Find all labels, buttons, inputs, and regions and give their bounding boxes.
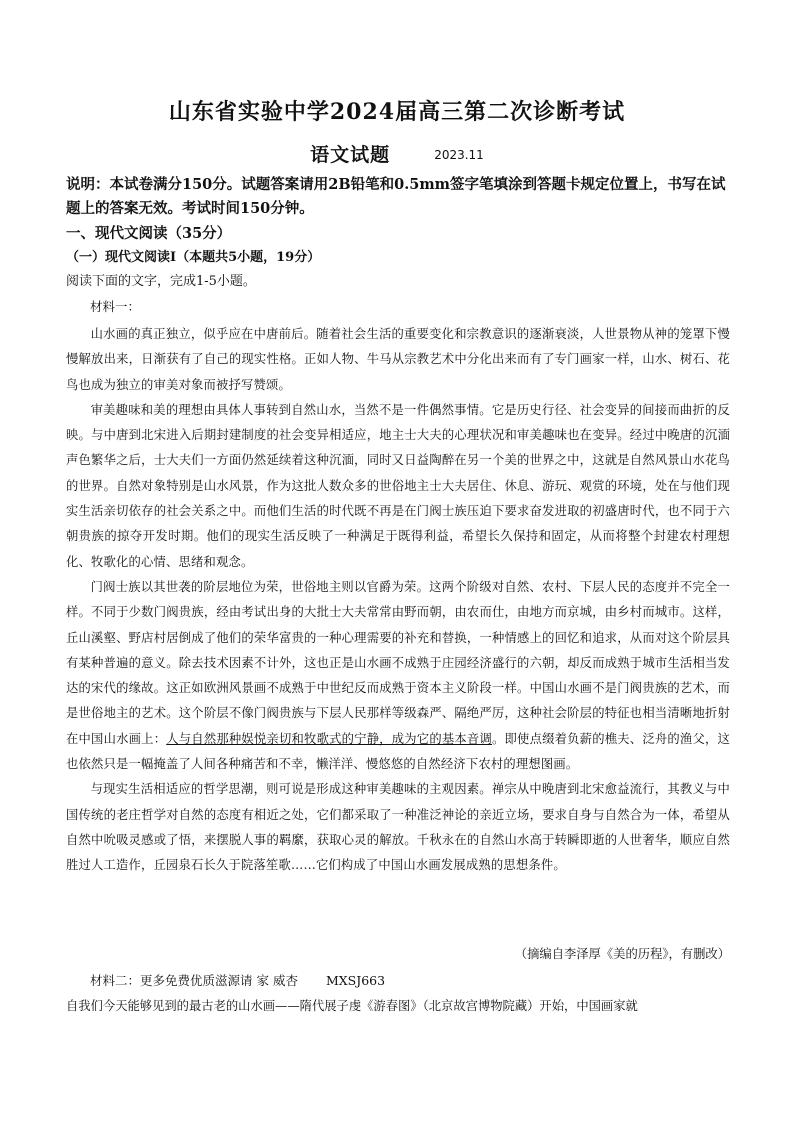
paragraph: 山水画的真正独立，似乎应在中唐前后。随着社会生活的重要变化和宗教意识的逐渐衰淡，人世景物从神的笼罩下慢慢解放出来，日渐获有了自己的现实性格。正如人物、牛马从宗教艺术中分化出来而有了专门画家一样，山水、树石、花鸟也成为独立的审美对象而被抒写赞颂。 xyxy=(66,327,730,392)
exam-date: 2023.11 xyxy=(434,148,484,162)
material-one-label: 材料一： xyxy=(90,299,141,314)
paragraph-text: 。即使点缀着负薪的樵夫、泛舟的渔父，这也依然只是一幅掩盖了人间各种痛苦和不幸，懒洋洋、慢悠悠的自然经济下农村的理想图画。 xyxy=(66,731,730,772)
subtitle-row xyxy=(0,140,794,167)
section-heading: 一、现代文阅读（35分） xyxy=(66,225,232,242)
exam-instructions: 说明：本试卷满分150分。试题答案请用2B铅笔和0.5mm签字笔填涂到答题卡规定位置上，书写在试题上的答案无效。考试时间150分钟。 xyxy=(66,176,726,217)
material-two-label xyxy=(90,971,385,991)
underlined-sentence: 人与自然那种娱悦亲切和牧歌式的宁静，成为它的基本音调 xyxy=(166,731,492,746)
subsection-heading: （一）现代文阅读Ⅰ（本题共5小题，19分） xyxy=(66,250,321,265)
paragraph xyxy=(66,575,730,777)
material-two-text: 材料二：更多免费优质滋源请 家 威杏 xyxy=(90,973,298,988)
paragraph: 与现实生活相适应的哲学思潮，则可说是形成这种审美趣味的主观因素。禅宗从中晚唐到北宋愈益流行，其教义与中国传统的老庄哲学对自然的态度有相近之处，它们都采取了一种准泛神论的亲近立场，要求自身与自然合为一体，希望从自然中吮吸灵感或了悟，来摆脱人事的羁縻，获取心灵的解放。千秋永在的自然山水高于转瞬即逝的人世奢华，顺应自然胜过人工造作，丘园泉石长久于院落笙歌……它们构成了中国山水画发展成熟的思想条件。 xyxy=(66,782,730,873)
material-two-code: MXSJ663 xyxy=(325,973,386,988)
reading-instruction: 阅读下面的文字，完成1-5小题。 xyxy=(66,274,256,289)
paragraph: 审美趣味和美的理想由具体人事转到自然山水，当然不是一件偶然事情。它是历史行径、社会变异的间接而曲折的反映。与中唐到北宋进入后期封建制度的社会变异相适应，地主士大夫的心理状况和审美趣味也在变异。经过中晚唐的沉湎声色繁华之后，士大夫们一方面仍然延续着这种沉湎，同时又日益陶醉在另一个美的世界之中，这就是自然风景山水花鸟的世界。自然对象特别是山水风景，作为这批人数众多的世俗地主士大夫居住、休息、游玩、观赏的环境，处在与他们现实生活亲切依存的社会关系之中。而他们生活的时代既不再是在门阀士族压迫下要求奋发进取的初盛唐时代，也不同于六朝贵族的掠夺开发时期。他们的现实生活反映了一种满足于既得利益，希望长久保持和固定，从而将整个封建农村理想化、牧歌化的心情、思绪和观念。 xyxy=(66,402,730,569)
page-title: 山东省实验中学2024届高三第二次诊断考试 xyxy=(168,99,626,125)
subject-title: 语文试题 xyxy=(310,144,391,166)
paragraph-text: 门阀士族以其世袭的阶层地位为荣，世俗地主则以官爵为荣。这两个阶级对自然、农村、下层人民的态度并不完全一样。不同于少数门阀贵族，经由考试出身的大批士大夫常常由野而朝，由农而仕，由地方而京城，由乡村而城市。这样，丘山溪壑、野店村居倒成了他们的荣华富贵的一种心理需要的补充和替换，一种情感上的回忆和追求，从而对这个阶层具有某种普遍的意义。除去技术因素不计外，这也正是山水画不成熟于庄园经济盛行的六朝，却反而成熟于城市生活相当发达的宋代的缘故。这正如欧洲风景画不成熟于中世纪反而成熟于资本主义阶段一样。中国山水画不是门阀贵族的艺术，而是世俗地主的艺术。这个阶层不像门阀贵族与下层人民那样等级森严、隔绝严厉，这种社会阶层的特征也相当清晰地折射在中国山水画上： xyxy=(66,579,730,746)
material-one-body xyxy=(66,322,730,879)
material-two-first-line: 自我们今天能够见到的最古老的山水画——隋代展子虔《游春图》（北京故宫博物院藏）开始，中国画家就 xyxy=(66,999,638,1013)
source-citation: （摘编自李泽厚《美的历程》，有删改） xyxy=(514,947,730,961)
